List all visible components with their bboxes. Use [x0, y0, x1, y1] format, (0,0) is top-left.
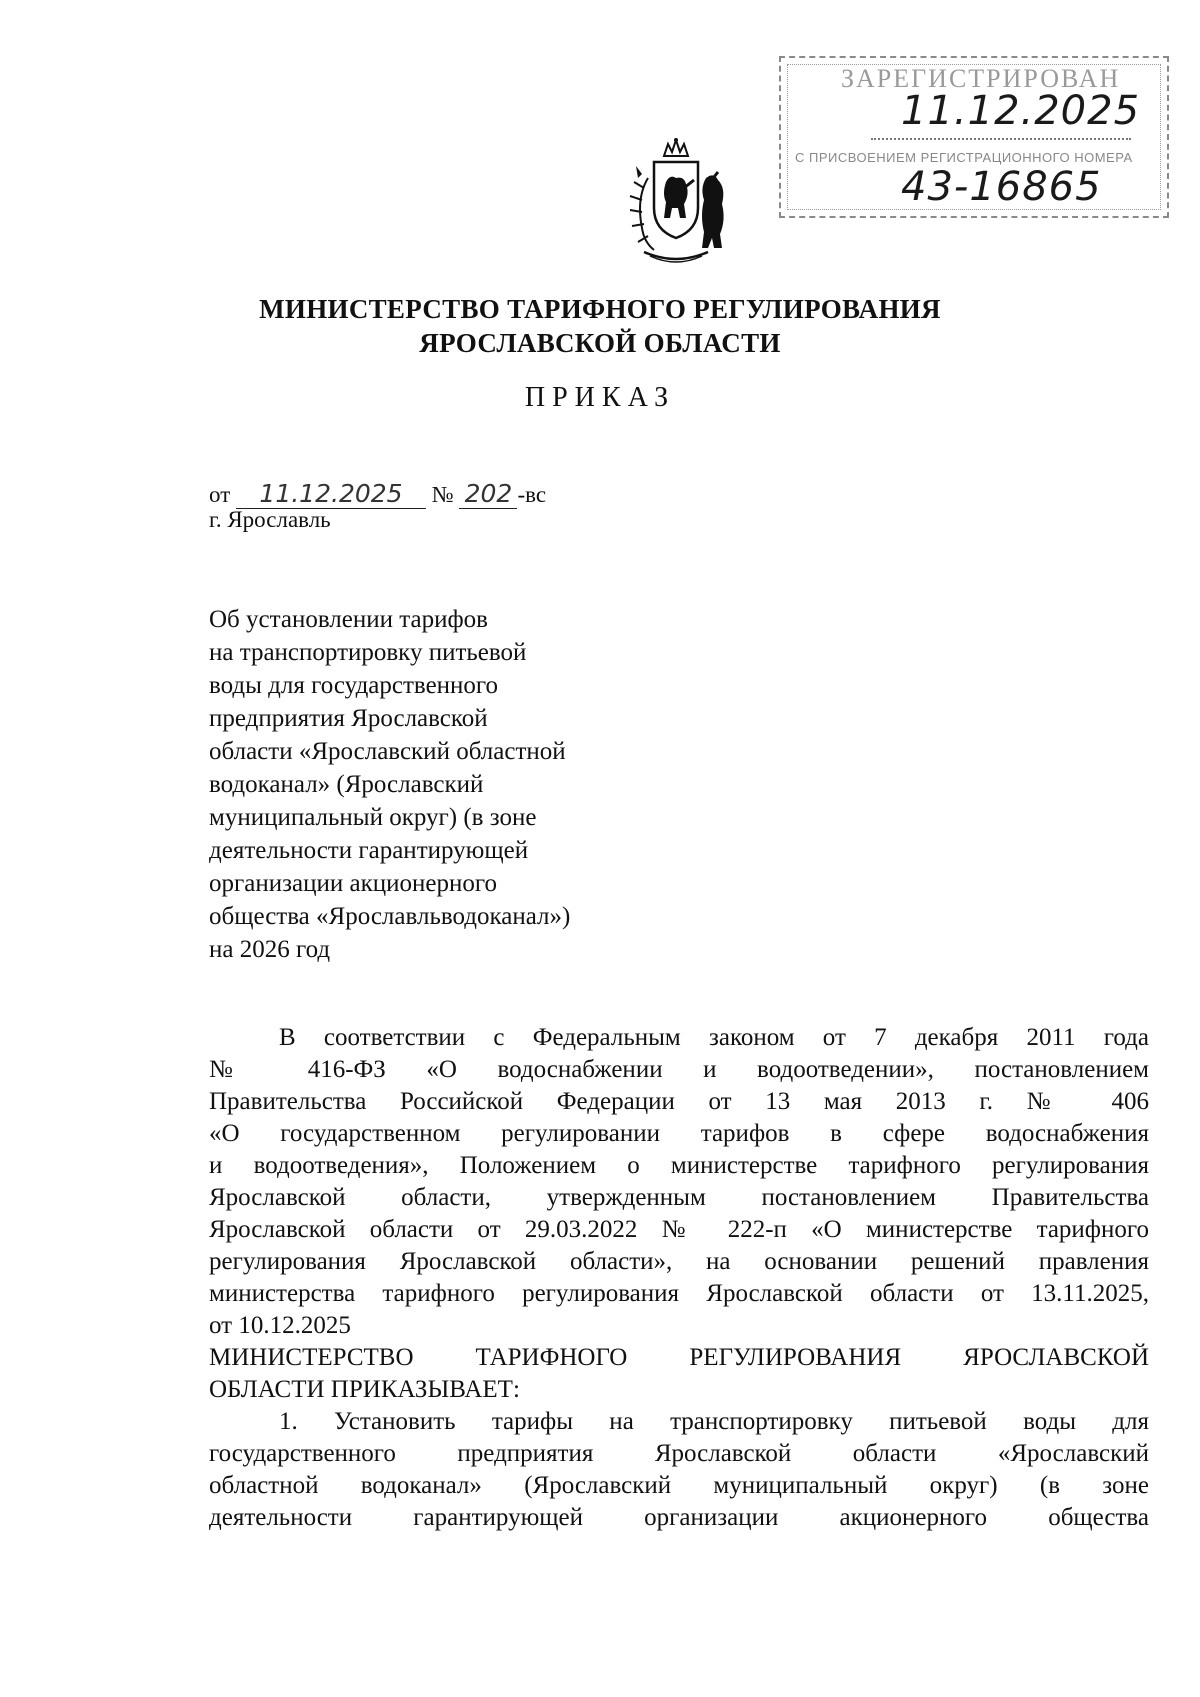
preamble-line: от 10.12.2025 — [209, 1312, 351, 1339]
item-1-paragraph — [209, 1406, 1149, 1534]
subject-line: области «Ярославский областной — [209, 738, 566, 765]
stamp-date-underline — [871, 138, 1131, 140]
preamble-line: министерства тарифного регулирования Ярославской области от 13.11.2025, — [209, 1280, 1149, 1307]
preamble-line: Ярославской области, утвержденным постановлением Правительства — [209, 1184, 1149, 1211]
registration-stamp — [779, 56, 1169, 218]
stamp-caption: С ПРИСВОЕНИЕМ РЕГИСТРАЦИОННОГО НОМЕРА — [795, 150, 1133, 165]
document-number: 202 — [459, 480, 517, 509]
preamble-line: регулирования Ярославской области», на основании решений правления — [209, 1248, 1149, 1275]
document-date-number — [209, 480, 546, 509]
item-1-line: деятельности гарантирующей организации акционерного общества — [209, 1504, 1149, 1531]
preamble-line: и водоотведения», Положением о министерстве тарифного регулирования — [209, 1152, 1149, 1179]
subject-line: общества «Ярославльводоканал») — [209, 903, 571, 930]
subject-line: на транспортировку питьевой — [209, 639, 527, 666]
subject-line: Об установлении тарифов — [209, 606, 488, 633]
ministry-heading-line1: МИНИСТЕРСТВО ТАРИФНОГО РЕГУЛИРОВАНИЯ — [259, 294, 941, 324]
subject-line: предприятия Ярославской — [209, 705, 488, 732]
from-label: от — [209, 482, 231, 507]
subject-line: деятельности гарантирующей — [209, 837, 529, 864]
number-suffix: -вс — [517, 482, 547, 507]
order-subject — [209, 603, 629, 966]
order-title: ПРИКАЗ — [524, 382, 676, 413]
orders-heading-line: ОБЛАСТИ ПРИКАЗЫВАЕТ: — [209, 1376, 520, 1403]
preamble-line: «О государственном регулировании тарифов в сфере водоснабжения — [209, 1120, 1149, 1147]
subject-line: воды для государственного — [209, 672, 499, 699]
preamble-line: В соответствии с Федеральным законом от 7 декабря 2011 года — [279, 1024, 1149, 1051]
subject-line: водоканал» (Ярославский — [209, 771, 484, 798]
item-1-line: 1. Установить тарифы на транспортировку питьевой воды для — [279, 1408, 1149, 1435]
stamp-registration-number: 43-16865 — [901, 164, 1102, 210]
orders-heading — [209, 1342, 1149, 1406]
city: г. Ярославль — [209, 507, 331, 532]
stamp-title: ЗАРЕГИСТРИРОВАН — [841, 64, 1121, 93]
subject-line: организации акционерного — [209, 870, 497, 897]
subject-line: на 2026 год — [209, 936, 331, 963]
ministry-heading-line2: ЯРОСЛАВСКОЙ ОБЛАСТИ — [419, 328, 781, 358]
ministry-heading — [0, 292, 1200, 360]
orders-heading-line: МИНИСТЕРСТВО ТАРИФНОГО РЕГУЛИРОВАНИЯ ЯРОСЛАВСКОЙ — [209, 1344, 1149, 1371]
item-1-line: государственного предприятия Ярославской области «Ярославский — [209, 1440, 1149, 1467]
preamble-line: Правительства Российской Федерации от 13 мая 2013 г. № 406 — [209, 1088, 1149, 1115]
subject-line: муниципальный округ) (в зоне — [209, 804, 537, 831]
order-body — [209, 1022, 1149, 1534]
item-1-line: областной водоканал» (Ярославский муниципальный округ) (в зоне — [209, 1472, 1149, 1499]
preamble-line: Ярославской области от 29.03.2022 № 222-п «О министерстве тарифного — [209, 1216, 1149, 1243]
preamble-paragraph — [209, 1022, 1149, 1342]
preamble-line: № 416-ФЗ «О водоснабжении и водоотведении», постановлением — [209, 1056, 1149, 1083]
number-label: № — [431, 482, 454, 507]
document-date: 11.12.2025 — [236, 480, 426, 509]
coat-of-arms-icon — [614, 138, 738, 268]
stamp-date: 11.12.2025 — [901, 88, 1141, 134]
